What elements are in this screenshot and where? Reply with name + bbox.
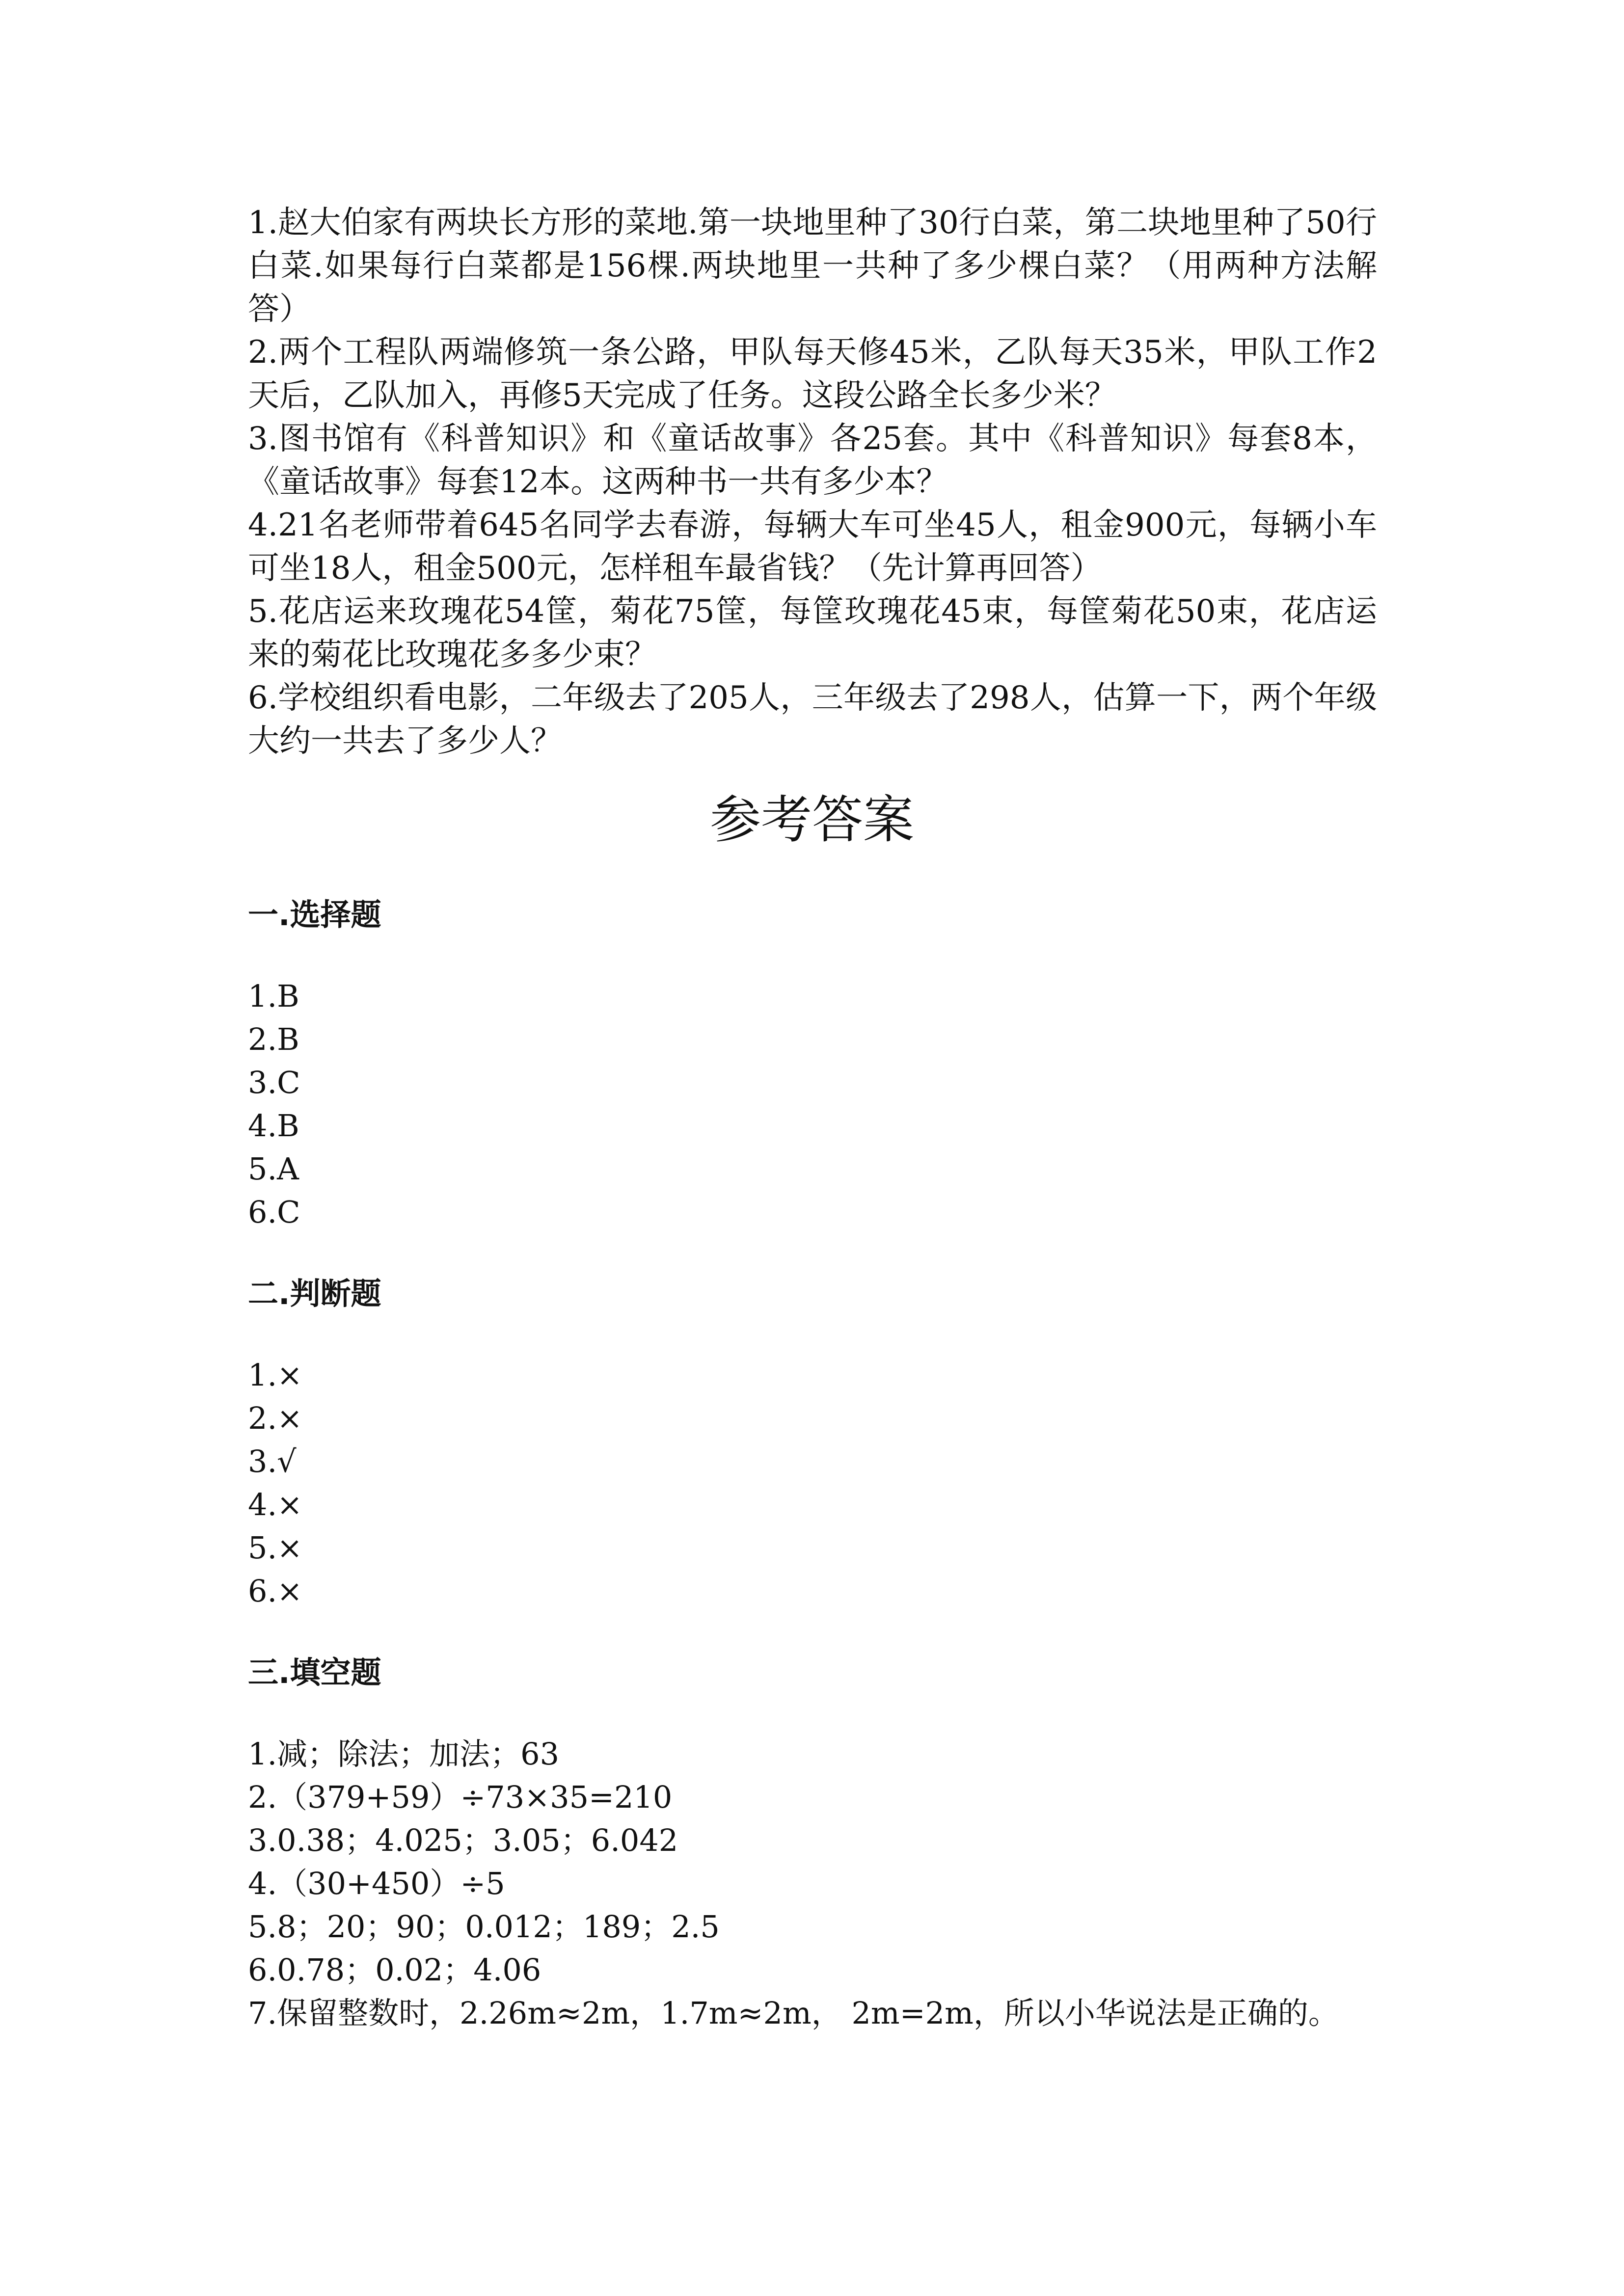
answer-item: 1.减；除法；加法；63 xyxy=(248,1736,560,1772)
answer-item: 6.× xyxy=(248,1573,303,1609)
section-multiple-choice xyxy=(248,893,1377,1234)
answer-list xyxy=(248,975,1377,1234)
answer-item: 6.0.78；0.02；4.06 xyxy=(248,1952,541,1988)
section-fill-in-blank xyxy=(248,1651,1377,2035)
answer-item: 5.8；20；90；0.012；189；2.5 xyxy=(248,1909,720,1945)
section-heading: 一.选择题 xyxy=(248,897,381,933)
answer-list xyxy=(248,1733,1377,2035)
section-true-false xyxy=(248,1272,1377,1613)
answer-item: 1.B xyxy=(248,978,299,1014)
answer-item: 3.0.38；4.025；3.05；6.042 xyxy=(248,1822,678,1858)
answer-item: 4.× xyxy=(248,1487,303,1522)
problem-2: 2.两个工程队两端修筑一条公路，甲队每天修45米，乙队每天35米，甲队工作2天后，乙队加入，再修5天完成了任务。这段公路全长多少米？ xyxy=(248,334,1377,414)
word-problems xyxy=(248,201,1377,763)
problem-4: 4.21名老师带着645名同学去春游，每辆大车可坐45人，租金900元，每辆小车可坐18人，租金500元，怎样租车最省钱？（先计算再回答） xyxy=(248,507,1377,587)
answer-key-title: 参考答案 xyxy=(709,790,914,850)
answer-item: 4.B xyxy=(248,1108,299,1144)
answer-item: 7.保留整数时，2.26m≈2m，1.7m≈2m， 2m=2m，所以小华说法是正确的。 xyxy=(248,1995,1339,2031)
section-heading: 三.填空题 xyxy=(248,1655,381,1690)
problem-6: 6.学校组织看电影，二年级去了205人，三年级去了298人，估算一下，两个年级大约一共去了多少人？ xyxy=(248,680,1377,759)
answer-item: 3.√ xyxy=(248,1443,297,1479)
answer-item: 1.× xyxy=(248,1357,303,1393)
answer-list xyxy=(248,1354,1377,1613)
answer-item: 6.C xyxy=(248,1194,300,1230)
answer-item: 4.（30+450）÷5 xyxy=(248,1866,505,1901)
answer-key xyxy=(248,893,1377,2073)
answer-item: 2.（379+59）÷73×35=210 xyxy=(248,1779,673,1815)
answer-item: 5.× xyxy=(248,1530,303,1566)
problem-1: 1.赵大伯家有两块长方形的菜地.第一块地里种了30行白菜，第二块地里种了50行白菜.如果每行白菜都是156棵.两块地里一共种了多少棵白菜？（用两种方法解答） xyxy=(248,205,1377,327)
answer-item: 3.C xyxy=(248,1065,300,1100)
problem-3: 3.图书馆有《科普知识》和《童话故事》各25套。其中《科普知识》每套8本，《童话故事》每套12本。这两种书一共有多少本？ xyxy=(248,421,1377,500)
section-heading: 二.判断题 xyxy=(248,1276,381,1311)
answer-item: 2.× xyxy=(248,1400,303,1436)
answer-item: 2.B xyxy=(248,1021,299,1057)
answer-item: 5.A xyxy=(248,1151,299,1187)
problem-5: 5.花店运来玫瑰花54筐，菊花75筐，每筐玫瑰花45束，每筐菊花50束，花店运来的菊花比玫瑰花多多少束？ xyxy=(248,593,1377,673)
